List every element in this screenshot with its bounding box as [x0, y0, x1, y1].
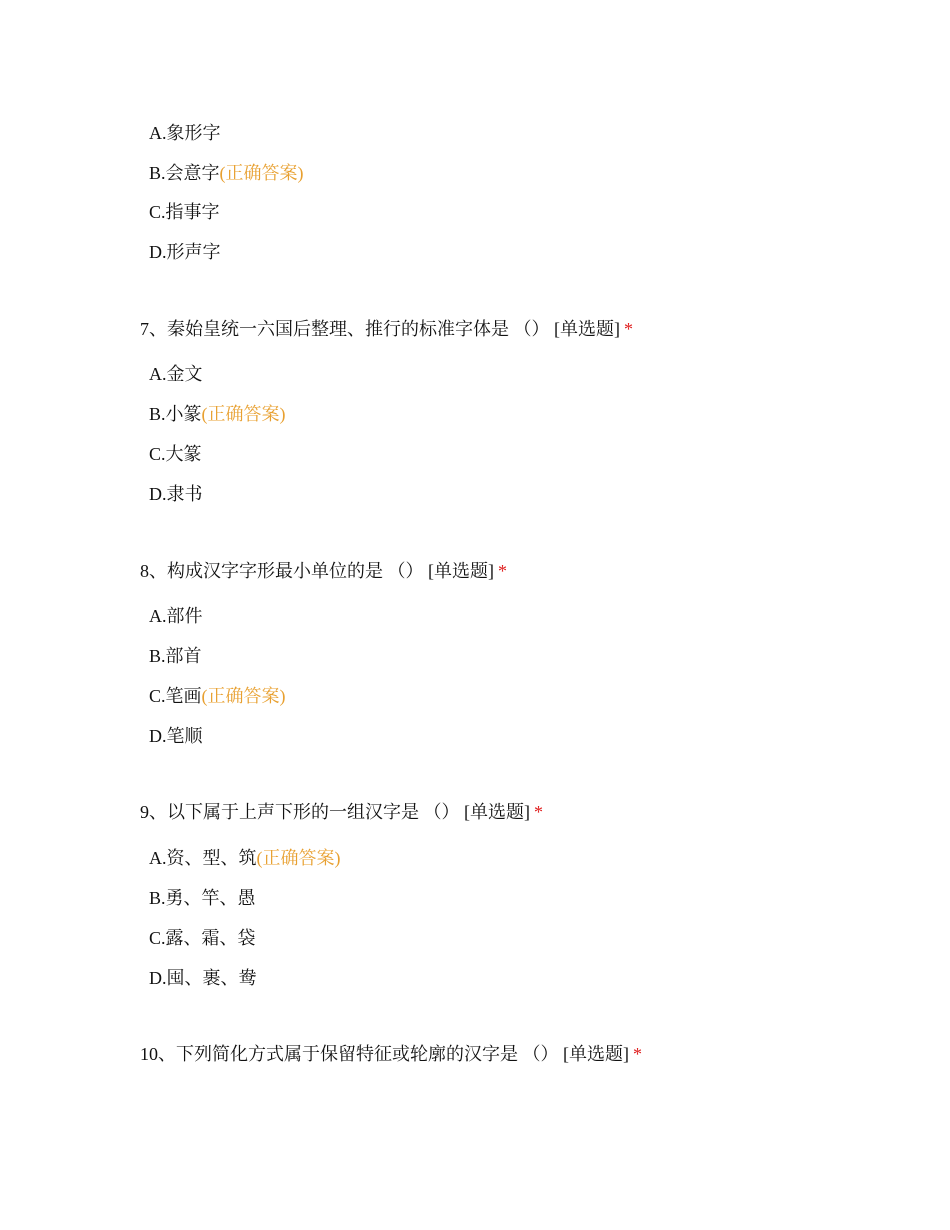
option-7-c[interactable]	[149, 442, 202, 466]
option-8-d[interactable]	[149, 724, 203, 748]
question-text: 8、构成汉字字形最小单位的是 （） [单选题]	[140, 561, 494, 581]
option-text: A.资、型、筑	[149, 848, 257, 868]
option-7-d[interactable]	[149, 482, 203, 506]
option-9-a[interactable]	[149, 846, 341, 870]
correct-answer-tag: (正确答案)	[256, 848, 341, 868]
option-6-a[interactable]	[149, 121, 221, 145]
option-text: B.小篆	[149, 404, 202, 424]
option-text: D.形声字	[149, 242, 221, 262]
option-text: C.露、霜、袋	[149, 928, 256, 948]
option-7-b[interactable]	[149, 402, 286, 426]
option-text: A.部件	[149, 606, 203, 626]
correct-answer-tag: (正确答案)	[201, 404, 286, 424]
required-star: *	[633, 1044, 642, 1064]
option-6-d[interactable]	[149, 240, 221, 264]
option-text: C.指事字	[149, 202, 220, 222]
option-8-a[interactable]	[149, 604, 203, 628]
option-text: C.笔画	[149, 686, 202, 706]
option-text: A.金文	[149, 364, 203, 384]
option-9-c[interactable]	[149, 926, 256, 950]
required-star: *	[624, 319, 633, 339]
option-6-c[interactable]	[149, 200, 220, 224]
option-text: B.勇、竿、愚	[149, 888, 256, 908]
question-title	[140, 800, 543, 824]
option-text: B.会意字	[149, 163, 220, 183]
question-title	[140, 317, 633, 341]
option-8-c[interactable]	[149, 684, 286, 708]
question-text: 7、秦始皇统一六国后整理、推行的标准字体是 （） [单选题]	[140, 319, 620, 339]
option-9-b[interactable]	[149, 886, 256, 910]
option-text: D.笔顺	[149, 726, 203, 746]
option-text: D.隶书	[149, 484, 203, 504]
option-text: B.部首	[149, 646, 202, 666]
option-7-a[interactable]	[149, 362, 203, 386]
question-text: 10、下列简化方式属于保留特征或轮廓的汉字是 （） [单选题]	[140, 1044, 629, 1064]
option-6-b[interactable]	[149, 161, 304, 185]
required-star: *	[534, 802, 543, 822]
option-9-d[interactable]	[149, 966, 257, 990]
correct-answer-tag: (正确答案)	[219, 163, 304, 183]
question-title	[140, 1042, 642, 1066]
option-text: D.囤、裹、鸯	[149, 968, 257, 988]
option-text: A.象形字	[149, 123, 221, 143]
correct-answer-tag: (正确答案)	[201, 686, 286, 706]
required-star: *	[498, 561, 507, 581]
question-text: 9、以下属于上声下形的一组汉字是 （） [单选题]	[140, 802, 530, 822]
option-text: C.大篆	[149, 444, 202, 464]
question-title	[140, 559, 507, 583]
option-8-b[interactable]	[149, 644, 202, 668]
